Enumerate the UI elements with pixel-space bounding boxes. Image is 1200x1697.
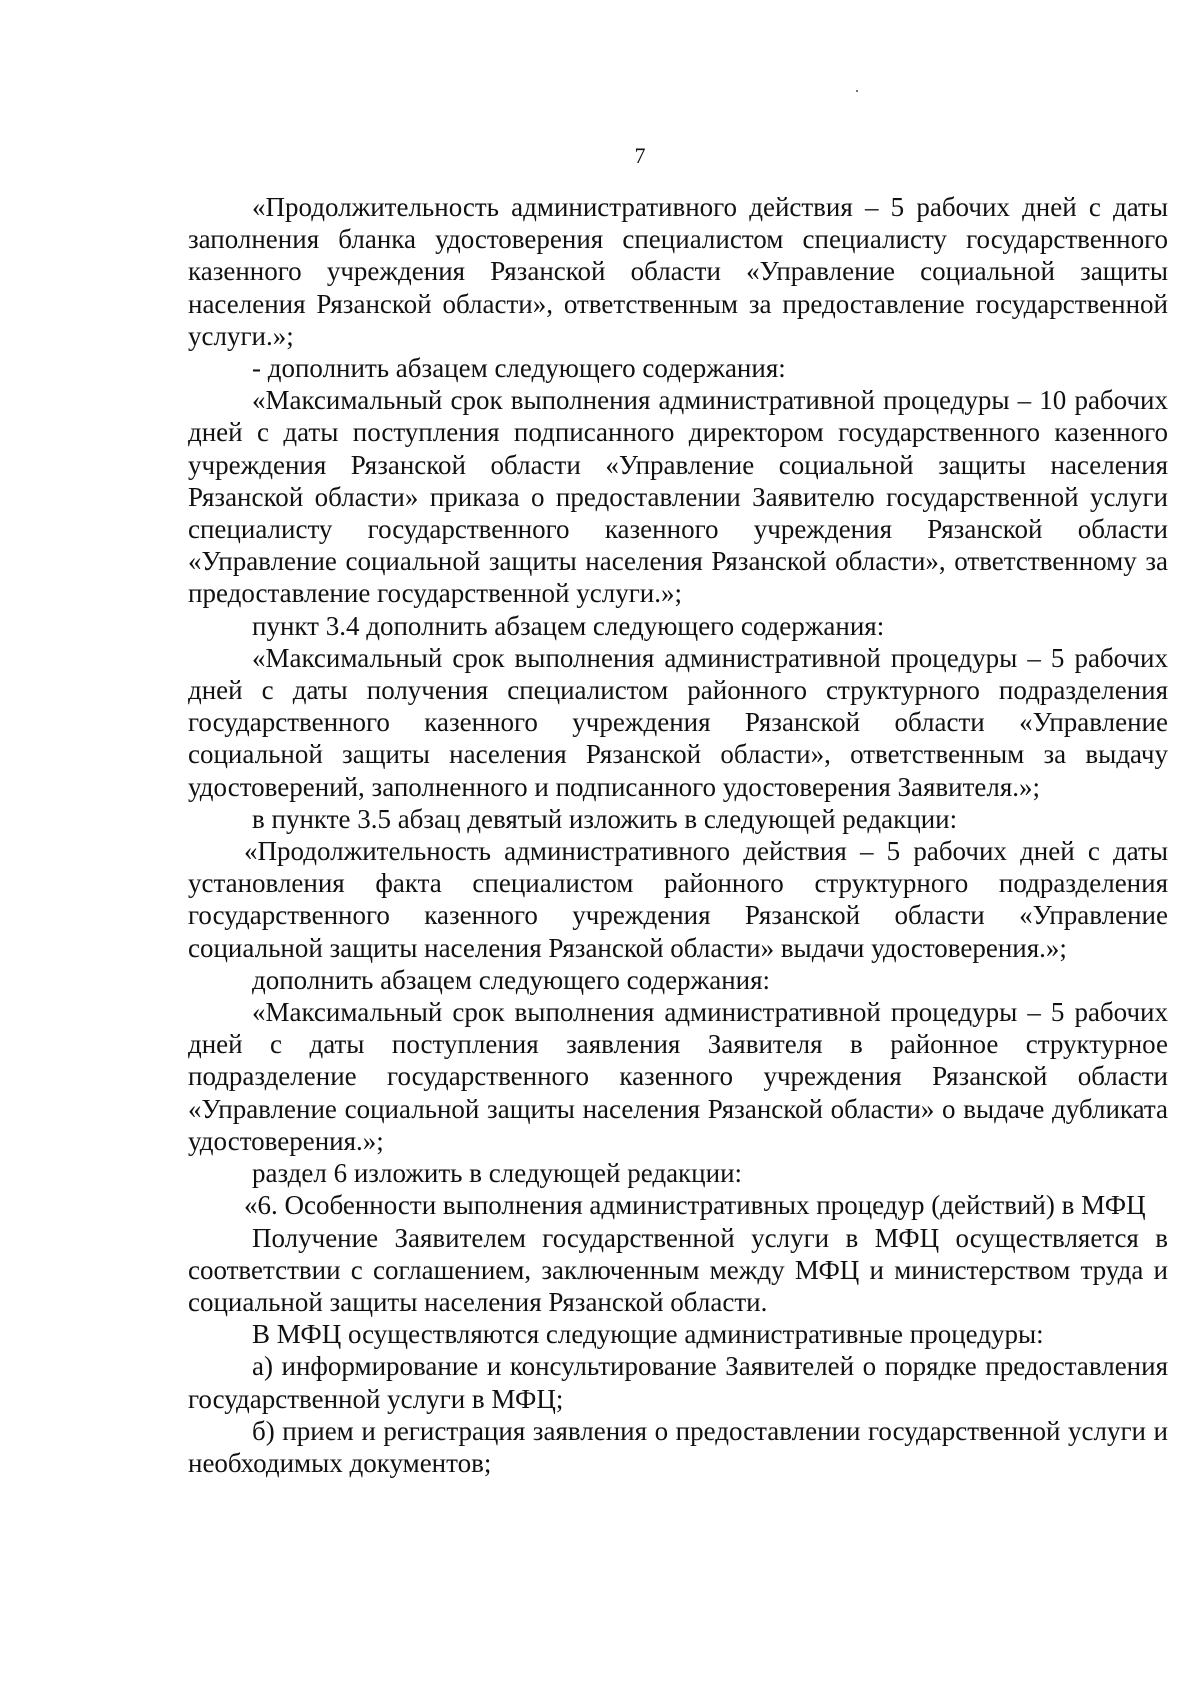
paragraph-max-term-duplicate: «Максимальный срок выполнения административной процедуры – 5 рабочих дней с даты поступления заявления Заявителя в районное структурное подразделение государственного казенного учреждения Рязанской области «Управление социальной защиты населения Рязанской области» о выдаче дубликата удостоверения.»; [188,997,1168,1156]
paragraph-duration-fill-form: «Продолжительность административного действия – 5 рабочих дней с даты заполнения бланка удостоверения специалистом специалисту государственного казенного учреждения Рязанской области «Управление социальной защиты населения Рязанской области», ответственным за предоставление государственной услуги.»; [188,192,1168,351]
paragraph-max-term-receipt: «Максимальный срок выполнения административной процедуры – 5 рабочих дней с даты получения специалистом районного структурного подразделения государственного казенного учреждения Рязанской области «Управление социальной защиты населения Рязанской области», ответственным за выдачу удостоверений, заполненного и подписанного удостоверения Заявителя.»; [188,642,1168,802]
paragraph-add-clause-1: - дополнить абзацем следующего содержания: [252,353,786,384]
paragraph-clause-3-4: пункт 3.4 дополнить абзацем следующего содержания: [252,610,885,641]
paragraph-mfc-procedures: В МФЦ осуществляются следующие административные процедуры: [252,1319,1044,1350]
section-6-heading: «6. Особенности выполнения административных процедур (действий) в МФЦ [244,1190,1146,1221]
paragraph-duration-issue: «Продолжительность административного действия – 5 рабочих дней с даты установления факта специалистом районного структурного подразделения государственного казенного учреждения Рязанской области «Управление социальной защиты населения Рязанской области» выдачи удостоверения.»; [188,836,1168,963]
list-item-a: а) информирование и консультирование Заявителей о порядке предоставления государственной услуги в МФЦ; [188,1351,1168,1414]
paragraph-max-term-10-days: «Максимальный срок выполнения административной процедуры – 10 рабочих дней с даты поступления подписанного директором государственного казенного учреждения Рязанской области «Управление социальной защиты населения Рязанской области» приказа о предоставлении Заявителю государственной услуги специалисту государственного казенного учреждения Рязанской области «Управление социальной защиты населения Рязанской области», ответственному за предоставление государственной услуги.»; [188,385,1168,609]
paragraph-mfc-agreement: Получение Заявителем государственной услуги в МФЦ осуществляется в соответствии с соглашением, заключенным между МФЦ и министерством труда и социальной защиты населения Рязанской области. [188,1222,1168,1317]
page-number: 7 [634,143,646,168]
list-item-b: б) прием и регистрация заявления о предоставлении государственной услуги и необходимых документов; [188,1415,1168,1478]
document-body [188,191,1168,1479]
paragraph-section-6-intro: раздел 6 изложить в следующей редакции: [252,1158,743,1189]
scan-speck [856,90,858,92]
paragraph-clause-3-5: в пункте 3.5 абзац девятый изложить в следующей редакции: [252,803,958,834]
paragraph-add-clause-2: дополнить абзацем следующего содержания: [252,964,771,995]
